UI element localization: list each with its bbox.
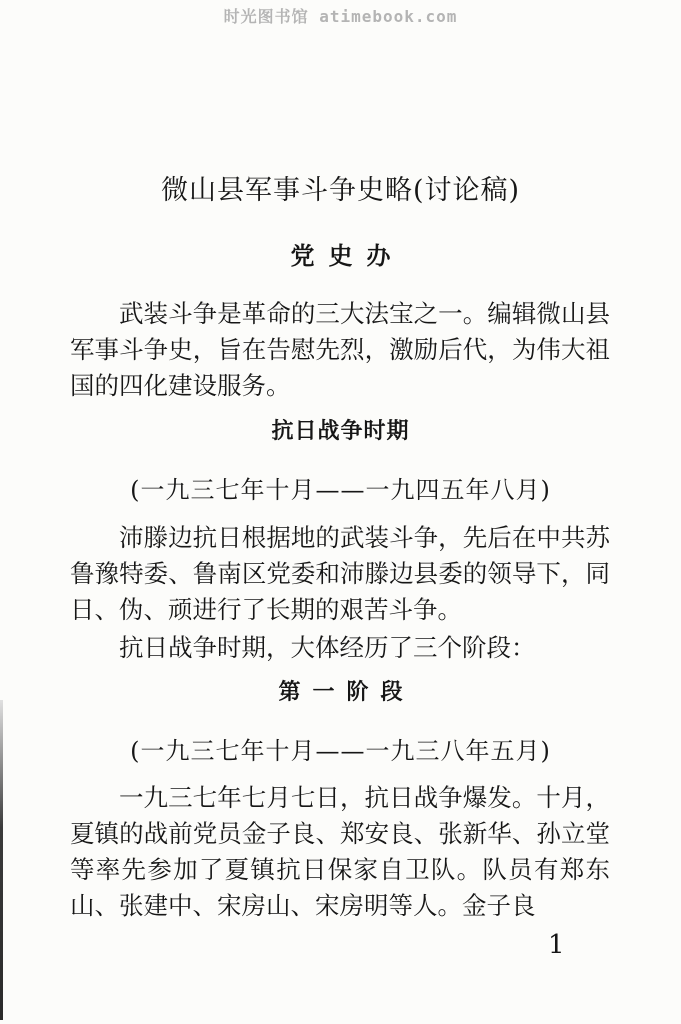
document-title: 微山县军事斗争史略(讨论稿) [160, 175, 521, 206]
page-number: 1 [548, 930, 565, 960]
intro-paragraph: 武装斗争是革命的三大法宝之一。编辑微山县军事斗争史，旨在告慰先烈，激励后代，为伟大祖国的四化建设服务。 [70, 299, 610, 400]
section-heading: 抗日战争时期 [271, 419, 410, 444]
section-paragraph-1: 沛滕边抗日根据地的武装斗争，先后在中共苏鲁豫特委、鲁南区党委和沛滕边县委的领导下，同日、伪、顽进行了长期的艰苦斗争。 [70, 523, 610, 624]
author-line: 党史办 [290, 242, 405, 270]
subsection-heading: 第一阶段 [278, 680, 415, 705]
section-date-range: (一九三七年十月——一九四五年八月) [130, 476, 551, 504]
section-paragraph-2: 抗日战争时期，大体经历了三个阶段： [119, 633, 536, 662]
subsection-date-range: (一九三七年十月——一九三八年五月) [130, 737, 551, 765]
subsection-paragraph: 一九三七年七月七日，抗日战争爆发。十月，夏镇的战前党员金子良、郑安良、张新华、孙立堂等率先参加了夏镇抗日保家自卫队。队员有郑东山、张建中、宋房山、宋房明等人。金子良 [70, 783, 610, 920]
watermark: 时光图书馆 atimebook.com [223, 7, 458, 26]
